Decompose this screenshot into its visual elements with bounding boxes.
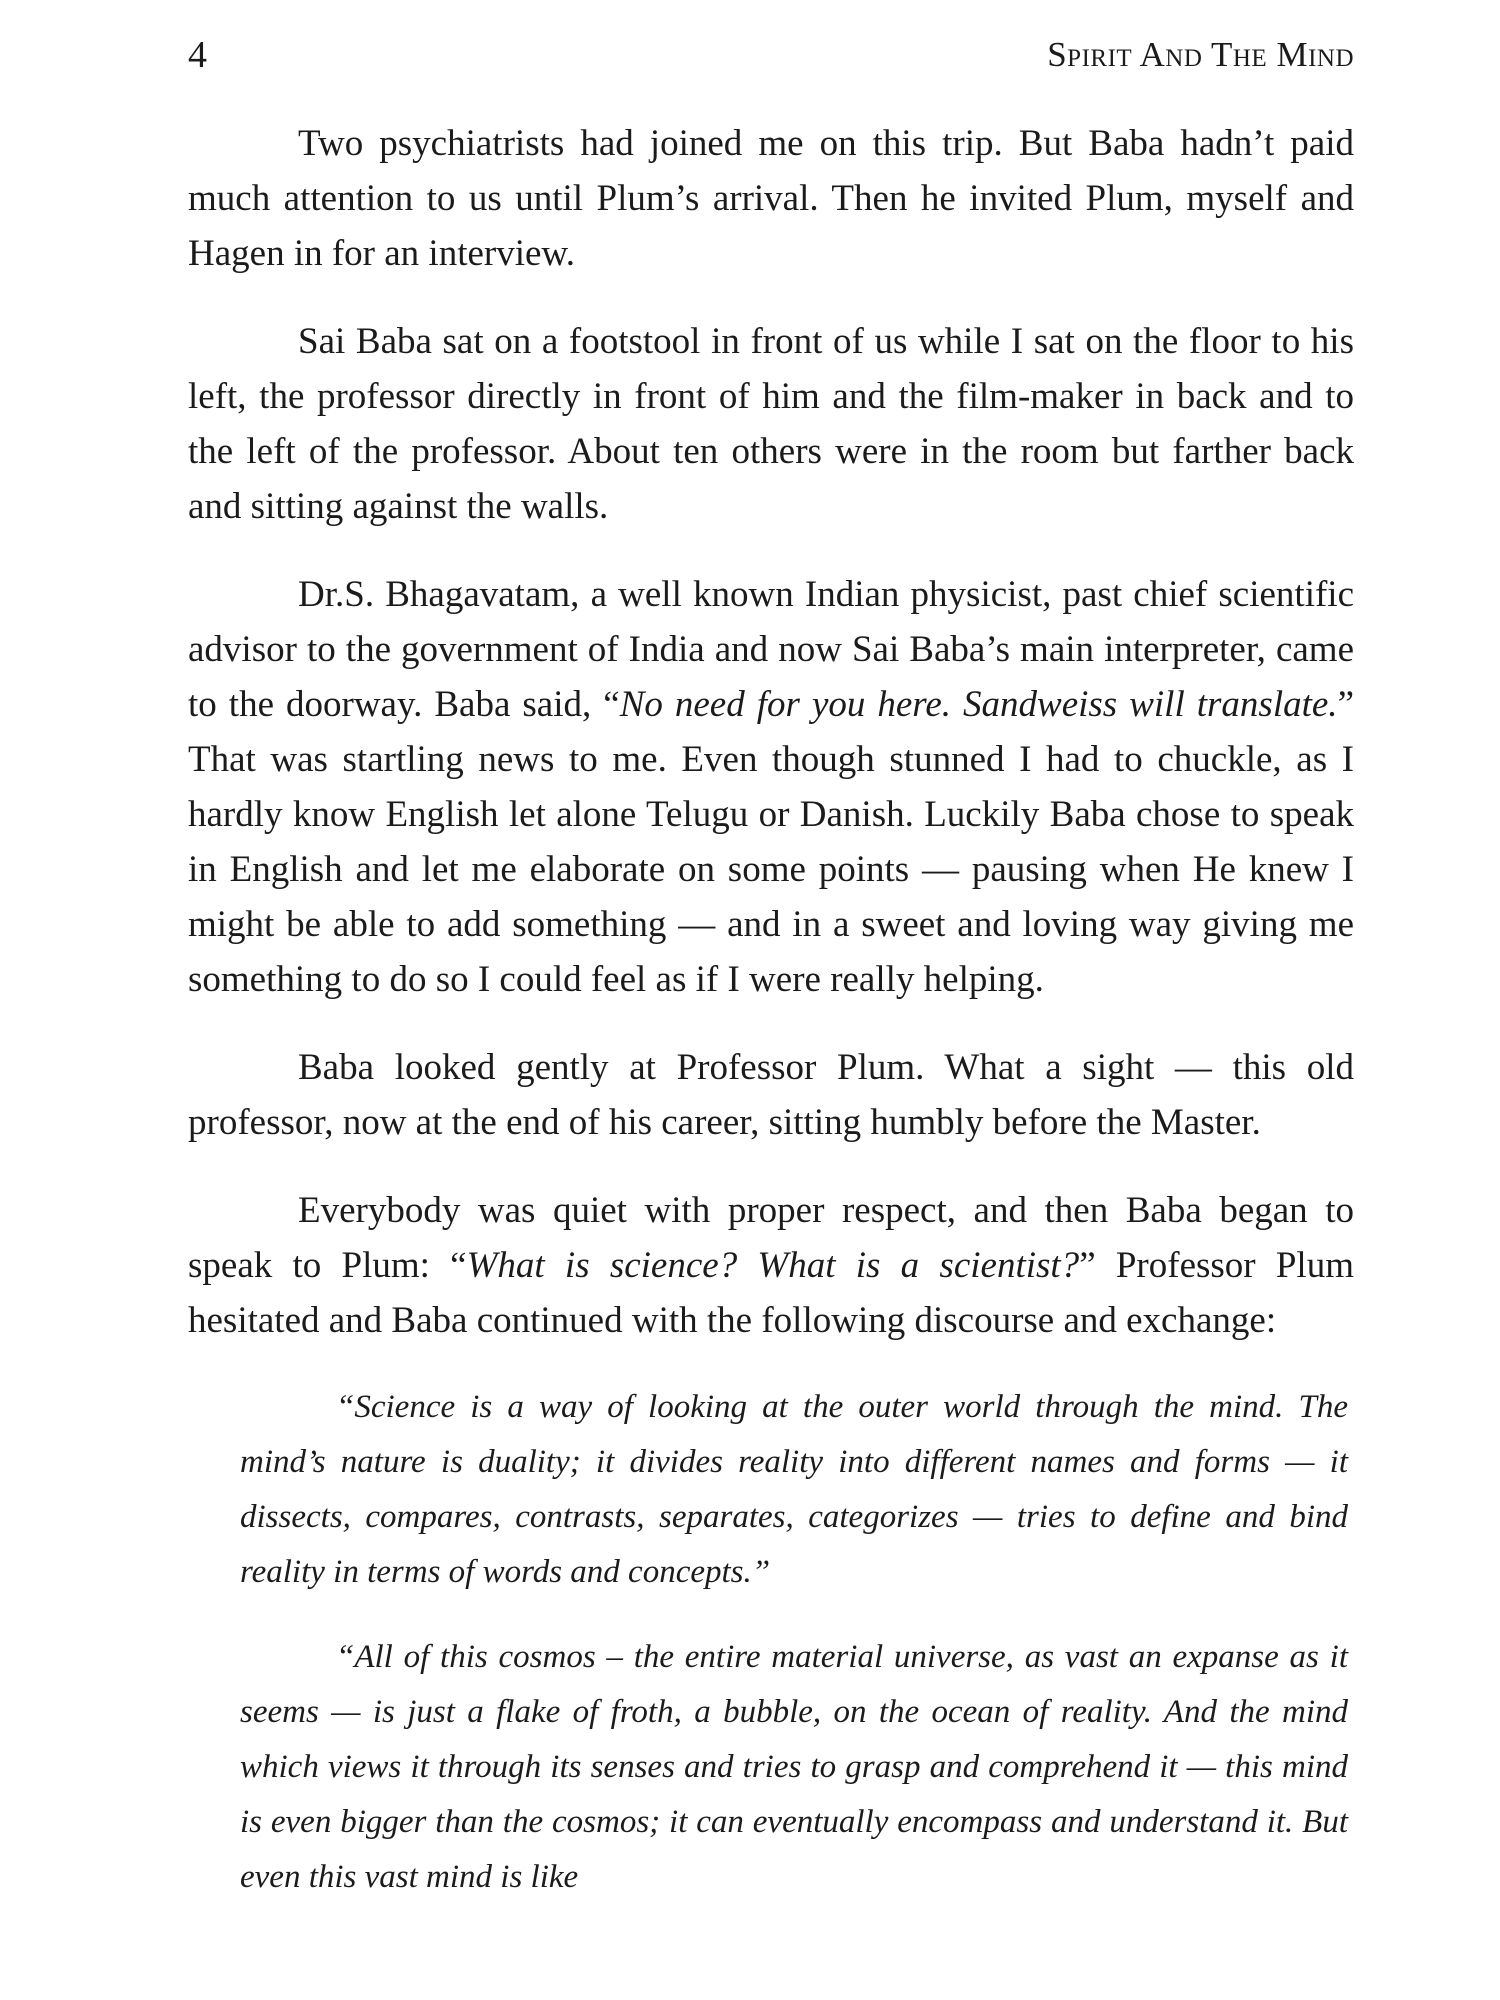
paragraph-5-text-b: ” Professor Plum hesitated and Baba continued with the following discourse and exchange: — [188, 1245, 1354, 1341]
paragraph-3-text-a: Dr.S. Bhagavatam, a well known Indian physicist, past chief scientific advisor to the government of India and now Sai Baba’s main interpreter, came to the doorway. Baba said, “ — [188, 574, 1354, 725]
paragraph-5-quote: What is science? What is a scientist? — [466, 1245, 1080, 1286]
discourse-quote-block — [240, 1380, 1348, 1905]
discourse-quote-2: “All of this cosmos – the entire material universe, as vast an expanse as it seems — is just a flake of froth, a bubble, on the ocean of reality. And the mind which views it through its senses and tries to grasp and comprehend it — this mind is even bigger than the cosmos; it can eventually encompass and understand it. But even this vast mind is like — [240, 1639, 1348, 1895]
running-head — [188, 30, 1354, 80]
body-text — [188, 116, 1354, 1933]
page-number: 4 — [188, 34, 207, 76]
paragraph-2: Sai Baba sat on a footstool in front of us while I sat on the floor to his left, the professor directly in front of him and the film-maker in back and to the left of the professor. About ten others were in the room but farther back and sitting against the walls. — [188, 321, 1354, 527]
paragraph-3-text-b: ” That was startling news to me. Even though stunned I had to chuckle, as I hardly know English let alone Telugu or Danish. Luckily Baba chose to speak in English and let me elaborate on some points — pausing when He knew I might be able to add something — and in a sweet and loving way giving me something to do so I could feel as if I were really helping. — [188, 684, 1354, 1000]
discourse-quote-1: “Science is a way of looking at the outer world through the mind. The mind’s nature is duality; it divides reality into different names and forms — it dissects, compares, contrasts, separates, categorizes — tries to define and bind reality in terms of words and concepts.” — [240, 1389, 1348, 1590]
running-title: Spirit And The Mind — [1047, 35, 1354, 74]
paragraph-3 — [188, 567, 1354, 1007]
paragraph-3-quote: No need for you here. Sandweiss will translate. — [619, 684, 1338, 725]
paragraph-1: Two psychiatrists had joined me on this trip. But Baba hadn’t paid much attention to us until Plum’s arrival. Then he invited Plum, myself and Hagen in for an interview. — [188, 123, 1354, 274]
paragraph-5 — [188, 1183, 1354, 1348]
paragraph-4: Baba looked gently at Professor Plum. What a sight — this old professor, now at the end of his career, sitting humbly before the Master. — [188, 1047, 1354, 1143]
paragraph-5-text-a: Everybody was quiet with proper respect, and then Baba began to speak to Plum: “ — [188, 1190, 1354, 1286]
